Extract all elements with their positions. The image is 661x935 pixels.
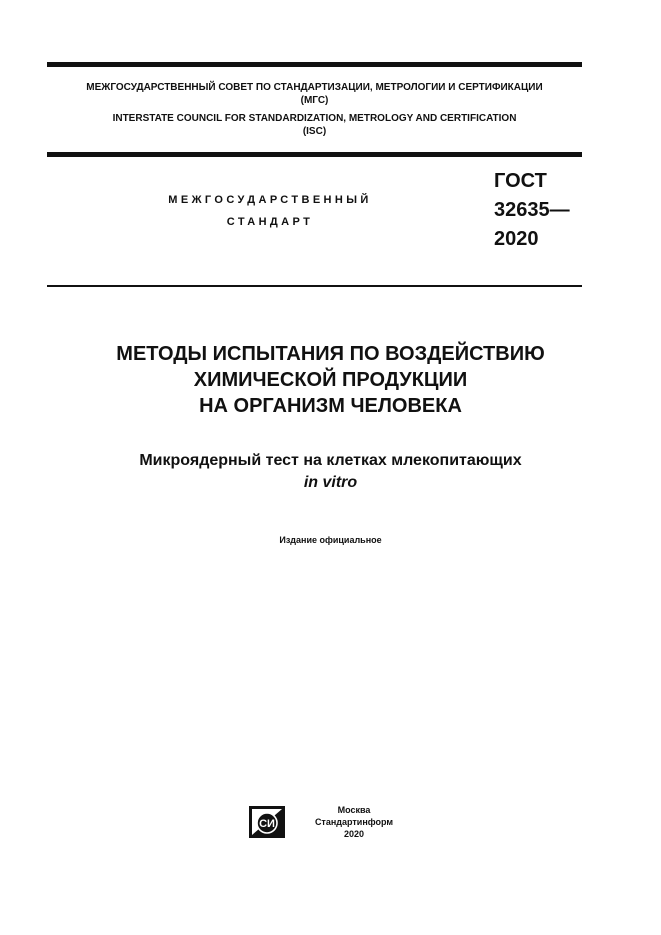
publisher-city: Москва xyxy=(337,805,371,815)
council-abbr-en: (ISC) xyxy=(302,126,327,137)
standartinform-logo-icon xyxy=(249,806,285,838)
logo-text: СИ xyxy=(259,818,275,830)
subtitle-line2: in vitro xyxy=(303,474,358,491)
council-abbr-ru: (МГС) xyxy=(300,95,329,106)
document-title xyxy=(20,341,641,419)
publisher-name: Стандартинформ xyxy=(314,817,394,827)
publisher-year: 2020 xyxy=(343,829,365,839)
document-subtitle xyxy=(20,450,641,494)
gost-number: 32635— xyxy=(494,199,570,221)
gost-year: 2020 xyxy=(494,228,539,250)
standard-type xyxy=(130,189,410,233)
top-rule xyxy=(47,62,582,67)
title-line2: ХИМИЧЕСКОЙ ПРОДУКЦИИ xyxy=(193,369,468,391)
header-bottom-rule xyxy=(47,285,582,287)
gost-designation xyxy=(494,167,570,254)
edition-note: Издание официальное xyxy=(279,535,382,545)
council-name-ru: МЕЖГОСУДАРСТВЕННЫЙ СОВЕТ ПО СТАНДАРТИЗАЦИИ, МЕТРОЛОГИИ И СЕРТИФИКАЦИИ xyxy=(86,82,543,93)
council-header xyxy=(47,81,582,138)
standard-type-line1: МЕЖГОСУДАРСТВЕННЫЙ xyxy=(168,194,372,206)
subtitle-line1: Микроядерный тест на клетках млекопитающих xyxy=(139,452,522,469)
gost-prefix: ГОСТ xyxy=(494,170,547,192)
publisher-info xyxy=(304,804,404,840)
title-line1: МЕТОДЫ ИСПЫТАНИЯ ПО ВОЗДЕЙСТВИЮ xyxy=(116,343,545,365)
title-line3: НА ОРГАНИЗМ ЧЕЛОВЕКА xyxy=(199,395,462,417)
standard-type-line2: СТАНДАРТ xyxy=(226,216,314,228)
council-name-en: INTERSTATE COUNCIL FOR STANDARDIZATION, METROLOGY AND CERTIFICATION xyxy=(112,113,517,124)
council-bottom-rule xyxy=(47,152,582,157)
